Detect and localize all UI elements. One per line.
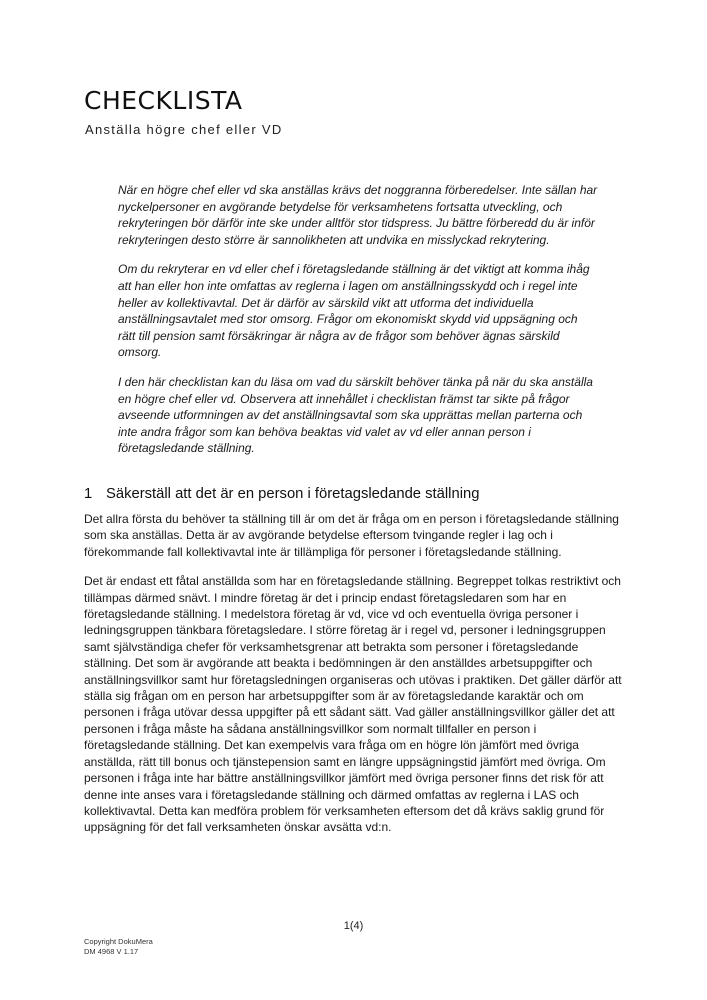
intro-paragraph: Om du rekryterar en vd eller chef i företagsledande ställning är det viktigt att komma ihåg att han eller hon inte omfattas av reglerna i lagen om anställningsskydd och i regel inte heller av kollektivavtal. Det är därför av särskild vikt att utforma det individuella anställningsavtalet med stor omsorg. Frågor om ekonomiskt skydd vid uppsägning och rätt till pension samt försäkringar är några av de frågor som behöver ägnas särskild omsorg.	[118, 262, 590, 360]
intro-paragraph: När en högre chef eller vd ska anställas krävs det noggranna förberedelser. Inte sällan har nyckelpersoner en avgörande betydelse för verksamhetens fortsatta utveckling, och rekryteringen bör därför inte ske under alltför stor tidspress. Ju bättre förberedd du är inför rekryteringen desto större är sannolikheten att undvika en misslyckad rekrytering.	[118, 183, 598, 247]
body-paragraph: Det allra första du behöver ta ställning till är om det är fråga om en person i företagsledande ställning som ska anställas. Detta är av avgörande betydelse eftersom tvingande regler i lag och i förekommande fall kollektivavtal inte är tillämpliga för personer i företagsledande ställning.	[84, 512, 619, 559]
section-title: Säkerställ att det är en person i företagsledande ställning	[106, 486, 480, 502]
document-id: DM 4968 V 1.17	[84, 947, 139, 956]
intro-section	[118, 182, 598, 470]
page-title: CHECKLISTA	[84, 86, 243, 115]
intro-paragraph: I den här checklistan kan du läsa om vad du särskilt behöver tänka på när du ska anställa en högre chef eller vd. Observera att innehållet i checklistan främst tar sikte på frågor avseende utformningen av det anställningsavtal som ska upprättas mellan parterna och inte andra frågor som kan behöva beaktas vid valet av vd eller annan person i företagsledande ställning.	[118, 374, 593, 456]
footer	[84, 937, 153, 957]
section-heading	[84, 486, 644, 502]
section-body	[84, 511, 624, 849]
page-number: 1(4)	[343, 920, 364, 932]
section-number: 1	[84, 486, 93, 502]
page-subtitle: Anställa högre chef eller VD	[85, 122, 283, 137]
copyright-text: Copyright DokuMera	[84, 937, 153, 946]
body-paragraph: Det är endast ett fåtal anställda som har en företagsledande ställning. Begreppet tolkas restriktivt och tillämpas därmed snävt. I mindre företag är det i princip endast företagsledaren som har en företagsledande ställning. I medelstora företag är vd, vice vd och eventuella övriga personer i ledningsgruppen tänkbara företagsledare. I större företag är i regel vd, personer i ledningsgruppen samt självständiga chefer för verksamhetsgrenar att betrakta som personer i företagsledande ställning. Det som är avgörande att beakta i bedömningen är den anställdes arbetsuppgifter och anställningsvillkor samt hur företagsledningen organiseras och utövas i praktiken. Det gäller därför att ställa sig frågan om en person har arbetsuppgifter som är av företagsledande karaktär och om personen i fråga utövar dessa uppgifter på ett sådant sätt. Vad gäller anställningsvillkor gäller det att personen i fråga måste ha sådana anställningsvillkor som normalt tillfaller en person i företagsledande ställning. Det kan exempelvis vara fråga om en högre lön jämfört med övriga anställda, rätt till bonus och tjänstepension samt en längre uppsägningstid jämfört med övriga. Om personen i fråga inte har bättre anställningsvillkor jämfört med övriga personer finns det risk för att denne inte anses vara i företagsledande ställning och därmed omfattas av reglerna i LAS och kollektivavtal. Detta kan medföra problem för verksamheten eftersom det då krävs saklig grund för uppsägning för det fall verksamheten önskar avsätta vd:n.	[84, 574, 622, 835]
